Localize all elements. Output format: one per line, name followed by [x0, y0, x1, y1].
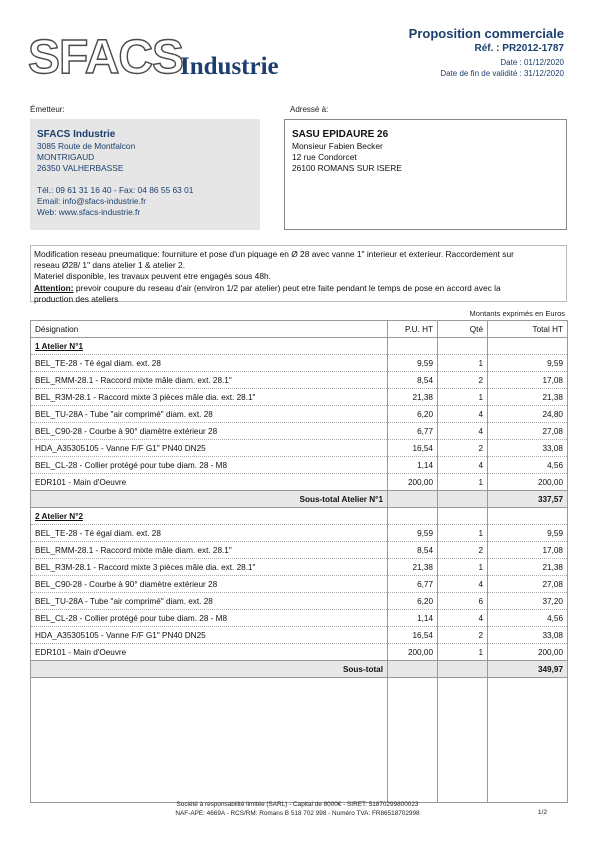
- sender-city: MONTRIGAUD: [37, 152, 95, 162]
- cell-unit-price: 9,59: [388, 355, 438, 372]
- cell-unit-price: 1,14: [388, 610, 438, 627]
- footer-line: NAF-APE: 4669A - RCS/RM: Romans B 518 702 998 - Numéro TVA: FR86518702998: [175, 810, 420, 817]
- cell-total: 4,56: [488, 610, 568, 627]
- table-header-row: [31, 321, 568, 338]
- sender-phone: Tél.: 09 61 31 16 40 - Fax: 04 86 55 63 01: [37, 185, 194, 195]
- table-row: [31, 576, 568, 593]
- cell-total: 27,08: [488, 423, 568, 440]
- table-row: [31, 627, 568, 644]
- cell-total: 200,00: [488, 474, 568, 491]
- page-number: 1/2: [537, 809, 547, 816]
- cell-unit-price: 6,20: [388, 593, 438, 610]
- section-title: 1 Atelier N°1: [31, 338, 388, 355]
- cell-unit-price: 200,00: [388, 644, 438, 661]
- sender-block: [30, 119, 260, 230]
- cell-designation: BEL_TU-28A - Tube "air comprimé" diam. ext. 28: [31, 406, 388, 423]
- cell-quantity: 2: [438, 627, 488, 644]
- logo-brand: SFACS: [28, 31, 184, 84]
- table-row: [31, 440, 568, 457]
- cell-total: 4,56: [488, 457, 568, 474]
- subtotal-value: 349,97: [488, 661, 568, 678]
- cell-unit-price: 21,38: [388, 559, 438, 576]
- table-row: [31, 542, 568, 559]
- recipient-contact: Monsieur Fabien Becker: [292, 141, 383, 151]
- cell-unit-price: 16,54: [388, 440, 438, 457]
- cell-quantity: 2: [438, 542, 488, 559]
- table-row: [31, 644, 568, 661]
- cell-unit-price: 6,20: [388, 406, 438, 423]
- sender-label: Émetteur:: [30, 105, 65, 114]
- cell-designation: BEL_C90-28 - Courbe à 90° diamètre extérieur 28: [31, 576, 388, 593]
- cell-quantity: 1: [438, 389, 488, 406]
- cell-designation: BEL_RMM-28.1 - Raccord mixte mâle diam. ext. 28.1": [31, 542, 388, 559]
- table-row: [31, 610, 568, 627]
- cell-quantity: 1: [438, 355, 488, 372]
- cell-designation: HDA_A35305105 - Vanne F/F G1" PN40 DN25: [31, 440, 388, 457]
- table-filler-row: [31, 678, 568, 803]
- description-line: Modification reseau pneumatique: fourniture et pose d'un piquage en Ø 28 avec vanne 1" interieur et exterieur. Raccordement sur: [34, 249, 514, 259]
- cell-total: 9,59: [488, 525, 568, 542]
- cell-designation: BEL_TE-28 - Té égal diam. ext. 28: [31, 525, 388, 542]
- table-row: [31, 525, 568, 542]
- table-row: [31, 355, 568, 372]
- table-row: [31, 389, 568, 406]
- sender-name: SFACS Industrie: [37, 129, 116, 140]
- document-date: Date : 01/12/2020: [500, 58, 564, 67]
- subtotal-row: [31, 661, 568, 678]
- table-row: [31, 559, 568, 576]
- cell-unit-price: 21,38: [388, 389, 438, 406]
- cell-designation: BEL_CL-28 - Collier protégé pour tube diam. 28 - M8: [31, 457, 388, 474]
- validity-date: Date de fin de validité : 31/12/2020: [440, 69, 564, 78]
- cell-designation: BEL_R3M-28.1 - Raccord mixte 3 pièces mâle dia. ext. 28.1": [31, 559, 388, 576]
- table-row: [31, 423, 568, 440]
- cell-total: 37,20: [488, 593, 568, 610]
- cell-total: 9,59: [488, 355, 568, 372]
- sender-zip-city: 26350 VALHERBASSE: [37, 163, 124, 173]
- cell-designation: BEL_TU-28A - Tube "air comprimé" diam. ext. 28: [31, 593, 388, 610]
- table-row: [31, 457, 568, 474]
- cell-unit-price: 200,00: [388, 474, 438, 491]
- cell-total: 17,08: [488, 542, 568, 559]
- subtotal-label: Sous-total Atelier N°1: [31, 491, 388, 508]
- section-row: [31, 508, 568, 525]
- table-row: [31, 406, 568, 423]
- cell-unit-price: 6,77: [388, 423, 438, 440]
- cell-total: 200,00: [488, 644, 568, 661]
- recipient-label: Adressé à:: [290, 105, 329, 114]
- legal-footer: [0, 800, 595, 818]
- cell-total: 21,38: [488, 389, 568, 406]
- cell-total: 24,80: [488, 406, 568, 423]
- recipient-street: 12 rue Condorcet: [292, 152, 357, 162]
- cell-designation: BEL_TE-28 - Té égal diam. ext. 28: [31, 355, 388, 372]
- cell-total: 33,08: [488, 440, 568, 457]
- recipient-block: [284, 119, 567, 230]
- cell-designation: BEL_CL-28 - Collier protégé pour tube diam. 28 - M8: [31, 610, 388, 627]
- cell-unit-price: 1,14: [388, 457, 438, 474]
- subtotal-label: Sous-total: [31, 661, 388, 678]
- cell-quantity: 4: [438, 610, 488, 627]
- logo-suffix: Industrie: [180, 53, 279, 80]
- cell-designation: HDA_A35305105 - Vanne F/F G1" PN40 DN25: [31, 627, 388, 644]
- cell-quantity: 2: [438, 372, 488, 389]
- section-title: 2 Atelier N°2: [31, 508, 388, 525]
- cell-quantity: 1: [438, 559, 488, 576]
- cell-quantity: 6: [438, 593, 488, 610]
- sender-email[interactable]: Email: info@sfacs-industrie.fr: [37, 196, 147, 206]
- cell-unit-price: 9,59: [388, 525, 438, 542]
- document-title: Proposition commerciale: [408, 26, 564, 41]
- col-header-designation: Désignation: [31, 321, 388, 338]
- cell-unit-price: 16,54: [388, 627, 438, 644]
- cell-quantity: 2: [438, 440, 488, 457]
- footer-line: Société à responsabilité limitée (SARL) - Capital de 8000€ - SIRET: 51870299800023: [176, 801, 419, 808]
- subtotal-value: 337,57: [488, 491, 568, 508]
- col-header-total: Total HT: [488, 321, 568, 338]
- cell-quantity: 4: [438, 457, 488, 474]
- company-logo: [28, 32, 318, 90]
- cell-designation: EDR101 - Main d'Oeuvre: [31, 474, 388, 491]
- document-reference: Réf. : PR2012-1787: [474, 43, 564, 54]
- currency-note: Montants exprimés en Euros: [469, 309, 565, 318]
- cell-total: 17,08: [488, 372, 568, 389]
- cell-quantity: 4: [438, 423, 488, 440]
- cell-total: 21,38: [488, 559, 568, 576]
- col-header-quantity: Qté: [438, 321, 488, 338]
- recipient-name: SASU EPIDAURE 26: [292, 129, 389, 140]
- attention-label: Attention:: [34, 282, 74, 293]
- cell-total: 33,08: [488, 627, 568, 644]
- items-table: [30, 320, 568, 803]
- description-line: reseau Ø28/ 1" dans atelier 1 & atelier 2.: [34, 260, 186, 271]
- table-row: [31, 593, 568, 610]
- cell-quantity: 4: [438, 406, 488, 423]
- cell-designation: BEL_RMM-28.1 - Raccord mixte mâle diam. ext. 28.1": [31, 372, 388, 389]
- cell-designation: EDR101 - Main d'Oeuvre: [31, 644, 388, 661]
- col-header-unit-price: P.U. HT: [388, 321, 438, 338]
- table-row: [31, 372, 568, 389]
- cell-total: 27,08: [488, 576, 568, 593]
- description-line: Materiel disponible, les travaux peuvent etre engagés sous 48h.: [34, 271, 271, 282]
- attention-text: prevoir coupure du reseau d'air (environ 1/2 par atelier) peut etre faite pendant le temps de pose en accord avec la: [73, 282, 501, 293]
- cell-unit-price: 6,77: [388, 576, 438, 593]
- description-line: production des ateliers: [34, 293, 119, 304]
- cell-quantity: 1: [438, 525, 488, 542]
- cell-quantity: 4: [438, 576, 488, 593]
- description-attention: [34, 283, 563, 294]
- sender-address: 3085 Route de Montfalcon: [37, 141, 136, 151]
- cell-unit-price: 8,54: [388, 372, 438, 389]
- section-row: [31, 338, 568, 355]
- sender-web[interactable]: Web: www.sfacs-industrie.fr: [37, 207, 141, 217]
- cell-designation: BEL_C90-28 - Courbe à 90° diamètre extérieur 28: [31, 423, 388, 440]
- subtotal-row: [31, 491, 568, 508]
- cell-quantity: 1: [438, 474, 488, 491]
- cell-quantity: 1: [438, 644, 488, 661]
- table-row: [31, 474, 568, 491]
- proposal-description: [30, 245, 567, 302]
- recipient-zip-city: 26100 ROMANS SUR ISERE: [292, 163, 402, 173]
- cell-designation: BEL_R3M-28.1 - Raccord mixte 3 pièces mâle dia. ext. 28.1": [31, 389, 388, 406]
- cell-unit-price: 8,54: [388, 542, 438, 559]
